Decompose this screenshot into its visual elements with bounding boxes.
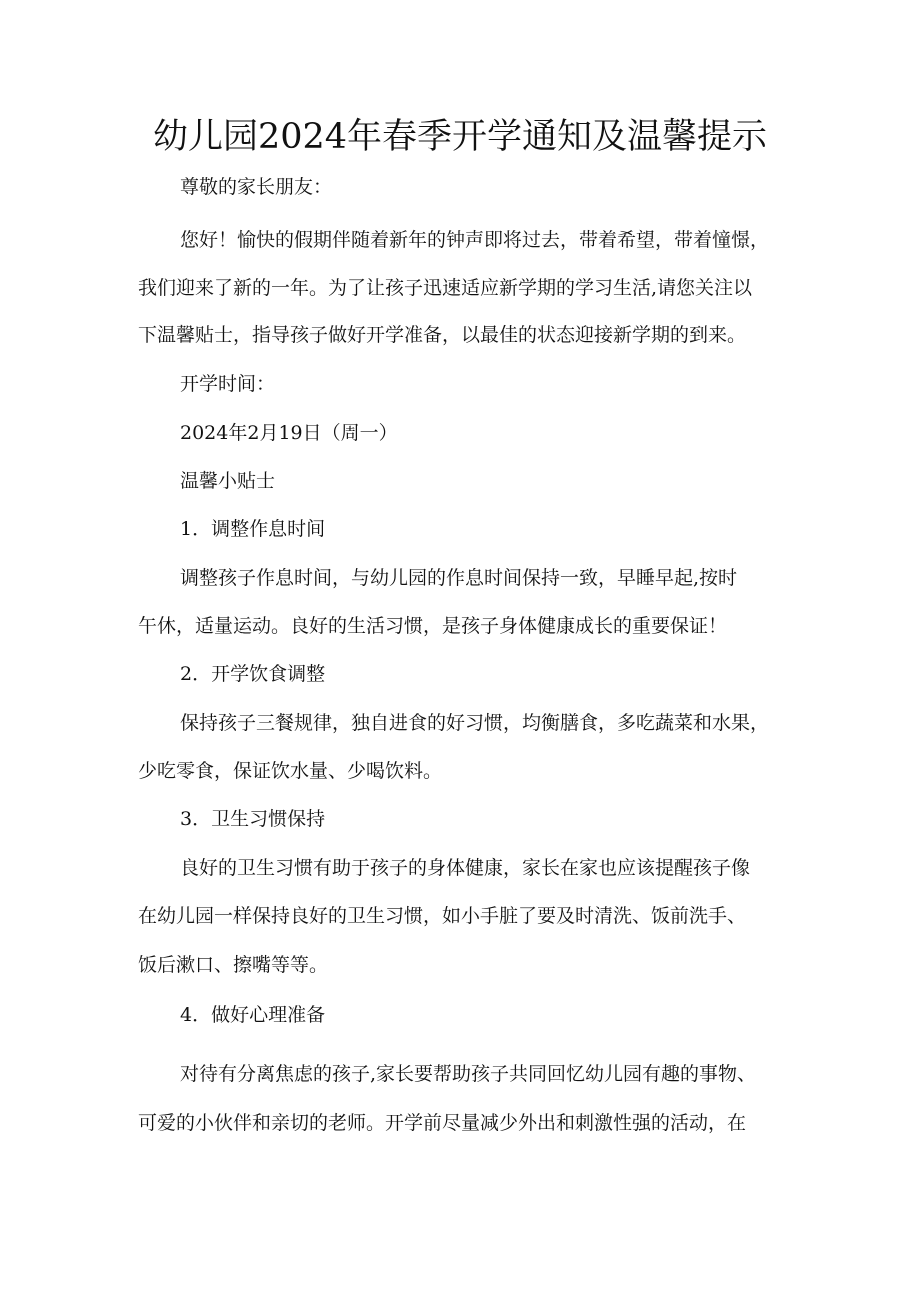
greeting: 尊敬的家长朋友： <box>180 176 333 198</box>
section-heading: 3．卫生习惯保持 <box>180 808 326 830</box>
section-line: 良好的卫生习惯有助于孩子的身体健康，家长在家也应该提醒孩子像 <box>180 857 751 879</box>
section-line: 在幼儿园一样保持良好的卫生习惯，如小手脏了要及时清洗、饭前洗手、 <box>138 905 747 927</box>
section-line: 调整孩子作息时间，与幼儿园的作息时间保持一致，早睡早起,按时 <box>180 567 738 589</box>
intro-line: 我们迎来了新的一年。为了让孩子迅速适应新学期的学习生活,请您关注以 <box>138 277 753 299</box>
start-date: 2024年2月19日（周一） <box>180 422 398 444</box>
section-line: 可爱的小伙伴和亲切的老师。开学前尽量减少外出和刺激性强的活动，在 <box>138 1112 747 1134</box>
intro-line: 您好！愉快的假期伴随着新年的钟声即将过去，带着希望，带着憧憬， <box>180 229 770 251</box>
section-heading: 4．做好心理准备 <box>180 1004 326 1026</box>
section-line: 对待有分离焦虑的孩子,家长要帮助孩子共同回忆幼儿园有趣的事物、 <box>180 1063 757 1085</box>
section-line: 保持孩子三餐规律，独自进食的好习惯，均衡膳食，多吃蔬菜和水果， <box>180 712 770 734</box>
start-time-label: 开学时间： <box>180 373 276 395</box>
tips-heading: 温馨小贴士 <box>180 470 276 492</box>
section-heading: 1．调整作息时间 <box>180 518 326 540</box>
section-line: 少吃零食，保证饮水量、少喝饮料。 <box>138 760 443 782</box>
section-line: 饭后漱口、擦嘴等等。 <box>138 954 329 976</box>
section-heading: 2．开学饮食调整 <box>180 663 326 685</box>
intro-line: 下温馨贴士，指导孩子做好开学准备，以最佳的状态迎接新学期的到来。 <box>138 324 747 346</box>
document-title: 幼儿园2024年春季开学通知及温馨提示 <box>152 117 768 157</box>
section-line: 午休，适量运动。良好的生活习惯，是孩子身体健康成长的重要保证！ <box>138 615 728 637</box>
